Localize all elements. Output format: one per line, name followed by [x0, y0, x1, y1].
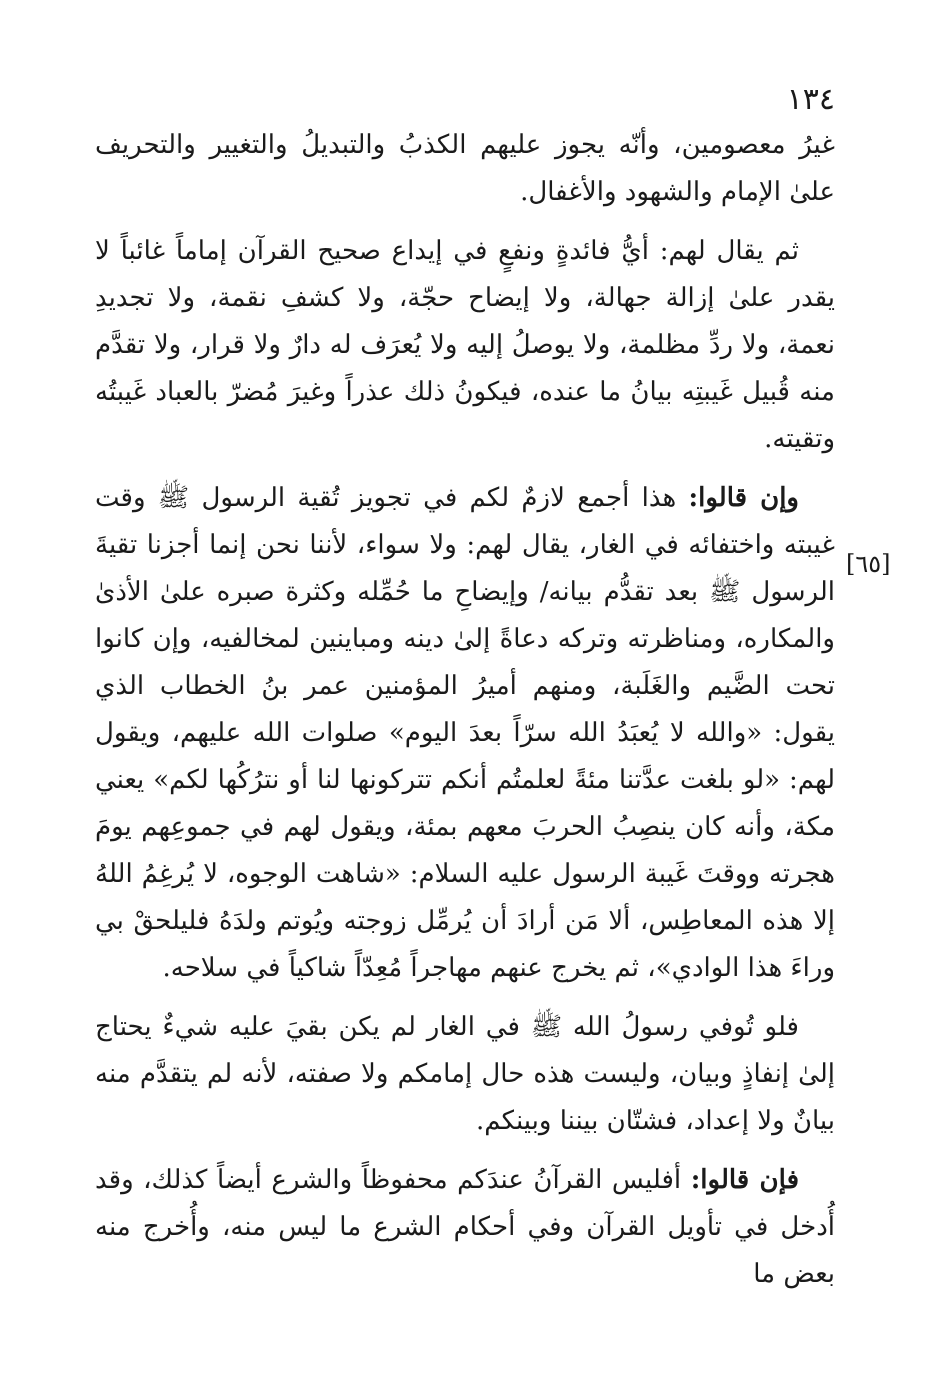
paragraph: [95, 1157, 835, 1298]
paragraph-lead: وإن قالوا:: [688, 483, 799, 513]
page-number: ١٣٤: [786, 82, 835, 117]
paragraph-text: فلو تُوفي رسولُ الله ﷺ في الغار لم يكن بقيَ عليه شيءٌ يحتاج إلىٰ إنفاذٍ وبيان، وليست هذه حال إمامكم ولا صفته، لأنه لم يتقدَّم منه بيانٌ ولا إعداد، فشتّان بيننا وبينكم.: [95, 1012, 835, 1136]
margin-reference: [٦٥]: [846, 550, 891, 578]
paragraph: [95, 1004, 835, 1145]
paragraph-text: ثم يقال لهم: أيُّ فائدةٍ ونفعٍ في إيداع صحيح القرآن إماماً غائباً لا يقدر علىٰ إزالة جهالة، ولا إيضاح حجّة، ولا كشفِ نقمة، ولا تجديدِ نعمة، ولا ردِّ مظلمة، ولا يوصلُ إليه ولا يُعرَف له دارٌ ولا قرار، ولا تقدَّم منه قُبيل غَيبتِه بيانُ ما عنده، فيكونُ ذلك عذراً وغيرَ مُضرّ بالعباد غَيبتُه وتقيته.: [95, 236, 835, 454]
paragraph-text: أفليس القرآنُ عندَكم محفوظاً والشرع أيضاً كذلك، وقد أُدخل في تأويل القرآن وفي أحكام الشرع ما ليس منه، وأُخرج منه بعض ما: [95, 1165, 835, 1289]
paragraph-lead: فإن قالوا:: [690, 1165, 799, 1195]
paragraph-text: غيرُ معصومين، وأنّه يجوز عليهم الكذبُ والتبديلُ والتغيير والتحريف علىٰ الإمام والشهود والأغفال.: [95, 130, 835, 207]
paragraph: [95, 475, 835, 992]
paragraph-text: هذا أجمع لازمٌ لكم في تجويز تُقية الرسول ﷺ وقت غيبته واختفائه في الغار، يقال لهم: ولا سواء، لأننا نحن إنما أجزنا تقيةَ الرسول ﷺ بعد تقدُّم بيانه/ وإيضاحِ ما حُمِّله وكثرة صبره علىٰ الأذىٰ والمكاره، ومناظرته وتركه دعاةً إلىٰ دينه ومباينين لمخالفيه، وإن كانوا تحت الضَّيم والغَلَبة، ومنهم أميرُ المؤمنين عمر بنُ الخطاب الذي يقول: «والله لا يُعبَدُ الله سرّاً بعدَ اليوم» صلوات الله عليهم، ويقول لهم: «لو بلغت عدَّتنا مئةً لعلمتُم أنكم تتركونها لنا أو نترُكُها لكم» يعني مكة، وأنه كان ينصِبُ الحربَ معهم بمئة، ويقول لهم في جموعِهم يومَ هجرته ووقتَ غَيبة الرسول عليه السلام: «شاهت الوجوه، لا يُرغِمُ اللهُ إلا هذه المعاطِس، ألا مَن أرادَ أن يُرمِّل زوجته ويُوتم ولدَهُ فليلحقْ بي وراءَ هذا الوادي»، ثم يخرج عنهم مهاجراً مُعِدّاً شاكياً في سلاحه.: [95, 483, 835, 983]
paragraph: [95, 228, 835, 463]
text-block: [95, 122, 835, 1310]
paragraph: [95, 122, 835, 216]
